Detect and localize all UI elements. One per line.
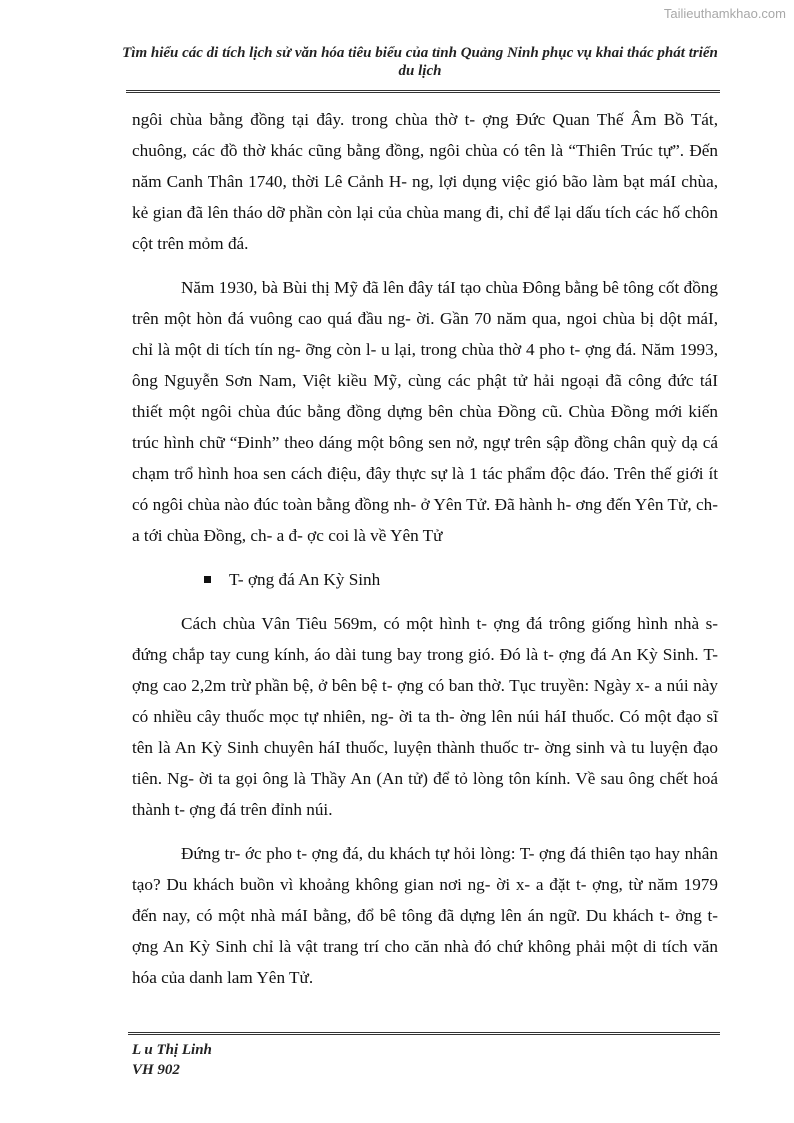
paragraph: ngôi chùa bằng đồng tại đây. trong chùa thờ t- ợng Đức Quan Thế Âm Bồ Tát, chuông, các đồ thờ khác cũng bằng đồng, ngôi chùa có tên là “Thiên Trúc tự”. Đến năm Canh Thân 1740, thời Lê Cảnh H- ng, lợi dụng việc gió bão làm bạt máI chùa, kẻ gian đã lên tháo dỡ phần còn lại của chùa mang đi, chỉ để lại dấu tích các hố chôn cột trên mỏm đá. [132,110,718,253]
watermark: Tailieuthamkhao.com [663,6,786,21]
bullet-item [204,564,718,595]
author-name: L u Thị Linh [132,1042,212,1058]
bullet-text: T- ợng đá An Kỳ Sinh [229,570,381,589]
running-header: Tìm hiểu các di tích lịch sử văn hóa tiêu biểu của tỉnh Quảng Ninh phục vụ khai thác phát triển du lịch [122,45,718,79]
paragraph: Năm 1930, bà Bùi thị Mỹ đã lên đây táI tạo chùa Đông bằng bê tông cốt đồng trên một hòn đá vuông cao quá đầu ng- ời. Gần 70 năm qua, ngoi chùa bị dột máI, chỉ là một di tích tín ng- ỡng còn l- u lại, trong chùa thờ 4 pho t- ợng đá. Năm 1993, ông Nguyễn Sơn Nam, Việt kiều Mỹ, cùng các phật tử hải ngoại đã công đức táI thiết một ngôi chùa đúc bằng đồng dựng bên chùa Đồng cũ. Chùa Đồng mới kiến trúc hình chữ “Đinh” theo dáng một bông sen nở, ngự trên sập đồng chân quỳ dạ cá chạm trổ hình hoa sen cách điệu, đây thực sự là 1 tác phẩm độc đáo. Trên thế giới ít có ngôi chùa nào đúc toàn bằng đồng nh- ở Yên Tử. Đã hành h- ơng đến Yên Tử, ch- a tới chùa Đồng, ch- a đ- ợc coi là về Yên Tử [132,278,718,545]
square-bullet-icon [204,576,211,583]
paragraph: Cách chùa Vân Tiêu 569m, có một hình t- ợng đá trông giống hình nhà s- đứng chắp tay cung kính, áo dài tung bay trong gió. Đó là t- ợng đá An Kỳ Sinh. T- ợng cao 2,2m trừ phần bệ, ở bên bệ t- ợng có ban thờ. Tục truyền: Ngày x- a núi này có nhiều cây thuốc mọc tự nhiên, ng- ời ta th- ờng lên núi háI thuốc. Có một đạo sĩ tên là An Kỳ Sinh chuyên háI thuốc, luyện thành thuốc tr- ờng sinh và tu luyện đạo tiên. Ng- ời ta gọi ông là Thầy An (An tử) để tỏ lòng tôn kính. Về sau ông chết hoá thành t- ợng đá trên đỉnh núi. [132,614,718,819]
document-body [132,104,718,1006]
footer-divider [128,1032,720,1035]
class-code: VH 902 [132,1062,180,1078]
footer [132,1040,212,1080]
header-divider [126,90,720,93]
paragraph: Đứng tr- ớc pho t- ợng đá, du khách tự hỏi lòng: T- ợng đá thiên tạo hay nhân tạo? Du khách buồn vì khoảng không gian nơi ng- ời x- a đặt t- ợng, từ năm 1979 đến nay, có một nhà máI bằng, đổ bê tông đã dựng lên án ngữ. Du khách t- ởng t- ợng An Kỳ Sinh chỉ là vật trang trí cho căn nhà đó chứ không phải một di tích văn hóa của danh lam Yên Tử. [132,844,718,987]
